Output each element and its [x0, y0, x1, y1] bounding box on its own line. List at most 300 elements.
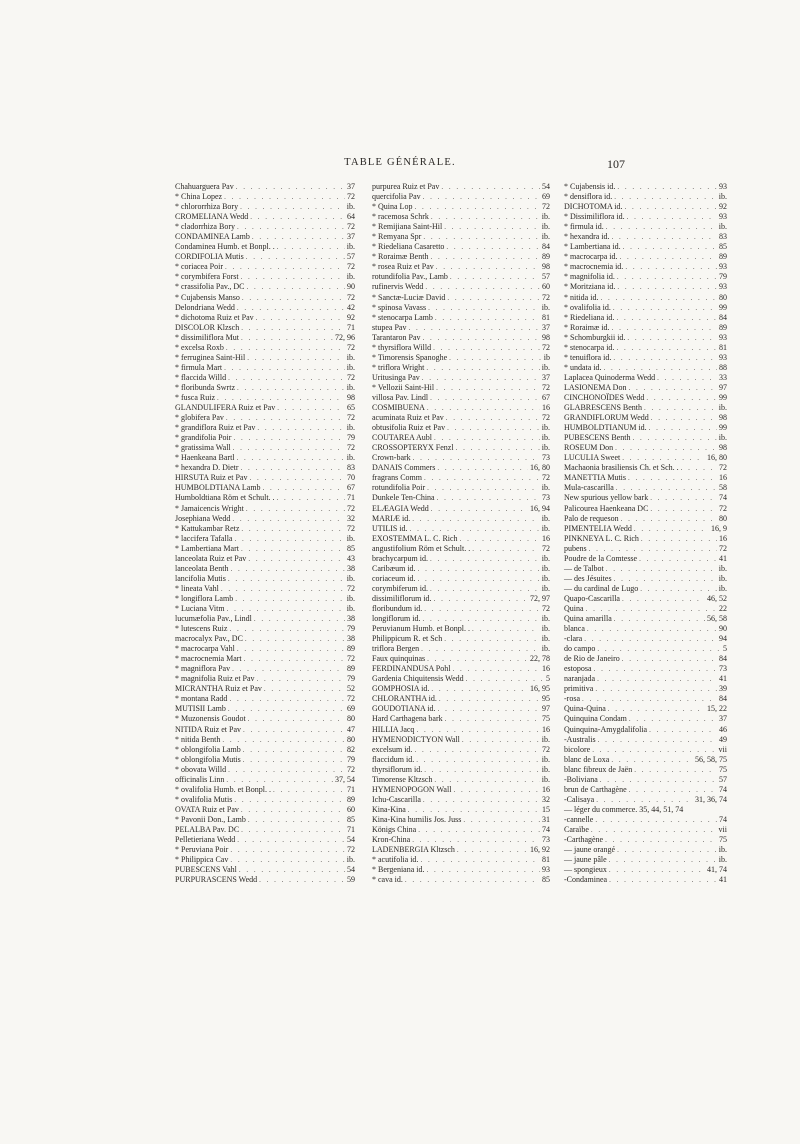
entry-label: * laccifera Tafalla [175, 533, 233, 543]
leader-dots [277, 242, 345, 252]
entry-label: * lineata Vahl [175, 583, 219, 593]
entry-label: Königs China [372, 825, 417, 834]
entry-label: Philippicum R. et Sch [372, 634, 443, 644]
index-entry [175, 865, 355, 875]
entry-label: HIRSUTA Ruiz et Pav [175, 473, 248, 483]
entry-label: primitiva [564, 684, 594, 694]
leader-dots [241, 544, 345, 554]
page-reference: ib. [346, 533, 355, 543]
entry-label: * hexandra D. Dietr [175, 463, 239, 473]
entry-label: Chahuarguera Pav [175, 182, 234, 191]
entry-label: corymbiferum id. [372, 583, 428, 593]
page-reference: 89 [719, 252, 727, 262]
leader-dots [627, 212, 717, 222]
index-entry [372, 192, 550, 202]
index-entry [175, 293, 355, 303]
index-entry [372, 383, 550, 393]
index-entry [372, 323, 550, 333]
entry-label: * magniflora Pav [175, 664, 231, 674]
leader-dots [242, 293, 345, 303]
page-reference: 67 [542, 392, 550, 402]
index-entry [564, 222, 727, 232]
leader-dots [433, 343, 540, 353]
page-reference: 72 [347, 523, 355, 533]
page-reference: 93 [719, 352, 727, 362]
entry-label: Quina amarilla [564, 614, 612, 624]
leader-dots [434, 775, 539, 785]
page-reference: 83 [347, 463, 355, 473]
index-entry [372, 775, 550, 785]
index-entry [175, 875, 355, 885]
leader-dots [241, 323, 345, 333]
page-reference: 79 [347, 624, 355, 634]
entry-label: Humboldtiana Röm et Schult. . [175, 493, 275, 503]
entry-label: * Remyana Spr [372, 232, 422, 242]
leader-dots [424, 604, 540, 614]
entry-label: DICHOTOMA id. [564, 202, 623, 212]
index-entry [564, 363, 727, 373]
index-entry [564, 735, 727, 745]
leader-dots [620, 252, 717, 262]
leader-dots [224, 363, 345, 373]
page-reference: 54 [347, 835, 355, 845]
leader-dots [412, 835, 540, 845]
index-entry [175, 745, 355, 755]
entry-label: — spongieux [564, 865, 607, 875]
leader-dots [227, 604, 345, 614]
entry-label: PUBESCENS Benth [564, 433, 631, 443]
leader-dots [612, 323, 717, 333]
leader-dots [650, 504, 717, 514]
entry-label: * stenocarpa id. [564, 342, 615, 352]
page-reference: 80 [719, 513, 727, 523]
leader-dots [235, 594, 345, 604]
index-entry [372, 463, 550, 473]
index-entry [372, 835, 550, 845]
leader-dots [609, 875, 717, 885]
leader-dots [248, 815, 345, 825]
page-reference: 89 [347, 794, 355, 804]
entry-label: do campo [564, 644, 596, 654]
entry-label: * ferruginea Saint-Hil [175, 352, 246, 362]
entry-label: Kron-China [372, 835, 411, 845]
page-reference: 72 [542, 413, 550, 423]
entry-label: * globifera Pav [175, 413, 224, 423]
entry-label: Peruvianum Humb. et Bonpl. . [372, 624, 470, 634]
leader-dots [628, 473, 717, 483]
entry-label: Caribæum id. [372, 563, 416, 573]
index-entry [372, 684, 550, 694]
leader-dots [591, 825, 717, 835]
page-reference: 22 [719, 603, 727, 613]
index-entry [372, 805, 550, 815]
index-entry [372, 222, 550, 232]
entry-label: * Moritziana id. [564, 282, 616, 292]
page-reference: 72, 96 [335, 332, 355, 342]
entry-label: * Cujabensis id. [564, 182, 616, 191]
leader-dots [252, 232, 345, 242]
index-entry [372, 423, 550, 433]
index-entry [175, 855, 355, 865]
leader-dots [616, 313, 717, 323]
entry-label: EXOSTEMMA L. C. Rich [372, 533, 458, 543]
index-entry [175, 674, 355, 684]
index-entry [372, 313, 550, 323]
page-reference: 38 [347, 563, 355, 573]
index-entry [564, 303, 727, 313]
page-reference: ib. [346, 593, 355, 603]
entry-label: — du cardinal de Lugo [564, 583, 639, 593]
index-entry [564, 443, 727, 453]
page-reference: 37 [542, 372, 550, 382]
entry-label: brachycarpum id. [372, 553, 428, 563]
index-entry [564, 674, 727, 684]
page-reference: 72 [347, 503, 355, 513]
entry-label: LASIONEMA Don [564, 382, 627, 392]
page-reference: 72 [542, 473, 550, 483]
leader-dots [616, 343, 717, 353]
page-reference: ib. [346, 362, 355, 372]
entry-label: Quinquina Condam [564, 714, 627, 724]
entry-label: Crown-bark [372, 453, 411, 463]
leader-dots [233, 443, 345, 453]
page-reference: 99 [719, 392, 727, 402]
leader-dots [632, 433, 716, 443]
page-reference: 74 [542, 825, 550, 834]
page-reference: 80 [347, 734, 355, 744]
index-entry [175, 725, 355, 735]
leader-dots [640, 584, 717, 594]
index-entry [564, 765, 727, 775]
entry-label: Kina-Kina [372, 804, 406, 814]
page-title: TABLE GÉNÉRALE. [344, 157, 456, 168]
page-reference: 75 [719, 764, 727, 774]
page-reference: 82 [347, 744, 355, 754]
index-entry [372, 614, 550, 624]
page-reference: 71 [347, 784, 355, 794]
index-entry [372, 604, 550, 614]
page-reference: 94 [719, 634, 727, 644]
page-reference: 31 [542, 814, 550, 824]
leader-dots [226, 413, 345, 423]
page-reference: 67 [347, 483, 355, 493]
index-entry [175, 544, 355, 554]
page-reference: 72 [719, 463, 727, 473]
page-reference: ib. [718, 845, 727, 855]
entry-label: Quapo-Cascarilla [564, 593, 620, 603]
page-reference: 16, 95 [530, 684, 550, 694]
index-entry [564, 584, 727, 594]
leader-dots [405, 875, 540, 885]
entry-label: * Peruviana Poir [175, 845, 229, 855]
index-entry [175, 242, 355, 252]
index-entry [372, 534, 550, 544]
index-entry [175, 614, 355, 624]
index-entry [175, 785, 355, 795]
page-reference: 65 [347, 403, 355, 413]
entry-label: * thyrsiflora Willd [372, 342, 432, 352]
leader-dots [592, 745, 716, 755]
page-reference: 57 [542, 272, 550, 282]
leader-dots [609, 855, 717, 865]
entry-label: * acutifolia id. [372, 855, 419, 865]
entry-label: purpurea Ruiz et Pav [372, 182, 440, 191]
entry-label: * coriacea Poir [175, 262, 223, 272]
leader-dots [430, 252, 540, 262]
page-reference: 81 [542, 312, 550, 322]
index-entry [564, 453, 727, 463]
index-entry [372, 644, 550, 654]
entry-label: * grandifolia Poir [175, 433, 232, 443]
leader-dots [221, 584, 345, 594]
entry-label: Delondriana Wedd [175, 302, 235, 312]
page-reference: ib. [541, 423, 550, 433]
index-entry [175, 353, 355, 363]
entry-label: * longiflora Lamb [175, 593, 234, 603]
entry-label: PIMENTELIA Wedd [564, 523, 632, 533]
page-reference: 32 [347, 513, 355, 523]
page-reference: 31, 36, 74 [695, 794, 727, 804]
index-entry [175, 704, 355, 714]
leader-dots [627, 333, 717, 343]
entry-label: * crassifolia Pav., DC [175, 282, 245, 292]
leader-dots [263, 483, 345, 493]
page-reference: ib. [541, 212, 550, 222]
entry-label: * macrocarpa Vahl [175, 644, 235, 654]
page-reference: 72 [542, 543, 550, 553]
entry-label: * Roraimæ id. [564, 322, 610, 332]
leader-dots [584, 634, 717, 644]
page-reference: ib. [541, 443, 550, 453]
entry-label: pubens [564, 543, 587, 553]
entry-label: GLANDULIFERA Ruiz et Pav [175, 403, 276, 413]
index-entry [175, 272, 355, 282]
entry-label: CORDIFOLIA Mutis [175, 252, 244, 262]
leader-dots [241, 805, 345, 815]
entry-label: PELALBA Pav. DC [175, 825, 240, 834]
page-reference: ib. [718, 433, 727, 443]
leader-dots [605, 835, 717, 845]
page-reference: 33 [719, 372, 727, 382]
leader-dots [418, 825, 540, 835]
page-reference: 89 [347, 644, 355, 654]
leader-dots [441, 182, 540, 192]
leader-dots [447, 293, 540, 303]
leader-dots [232, 664, 345, 674]
index-entry [175, 483, 355, 493]
index-entry [564, 725, 727, 735]
index-entry [564, 745, 727, 755]
index-entry [372, 433, 550, 443]
entry-label: * Quina Lop [372, 202, 413, 212]
index-entry [372, 554, 550, 564]
page-reference: 72 [347, 764, 355, 774]
leader-dots [423, 333, 540, 343]
leader-dots [273, 785, 345, 795]
index-entry [564, 504, 727, 514]
index-entry [372, 413, 550, 423]
page-reference: ib. [541, 774, 550, 784]
index-entry [372, 232, 550, 242]
index-entry [564, 624, 727, 634]
entry-label: — jaune orangé [564, 845, 616, 855]
page-reference: 85 [719, 242, 727, 252]
leader-dots [425, 282, 540, 292]
leader-dots [237, 644, 345, 654]
entry-label: officinalis Linn [175, 774, 225, 784]
entry-label: Poudre de la Comtesse [564, 553, 638, 563]
leader-dots [612, 232, 717, 242]
index-entry [564, 805, 727, 815]
entry-label: * excelsa Roxb [175, 342, 224, 352]
page-reference: 75 [542, 714, 550, 724]
leader-dots [254, 614, 345, 624]
page-reference: 72 [347, 694, 355, 704]
index-entry [564, 845, 727, 855]
page-reference: 88 [719, 362, 727, 372]
index-entry [175, 282, 355, 292]
page-reference: 98 [542, 332, 550, 342]
index-entry [564, 684, 727, 694]
index-entry [372, 262, 550, 272]
entry-label: lancifolia Mutis [175, 573, 226, 583]
entry-label: * Bergeniana id. [372, 865, 425, 875]
index-column-3 [564, 182, 727, 885]
entry-label: * racemosa Schrk [372, 212, 429, 222]
entry-label: CINCHONOÏDES Wedd [564, 392, 645, 402]
leader-dots [408, 323, 540, 333]
index-entry [175, 534, 355, 544]
page-reference: 72 [542, 202, 550, 212]
leader-dots [229, 624, 345, 634]
entry-label: * gratissima Wall [175, 443, 231, 453]
entry-label: Gardenia Chiquitensis Wedd [372, 674, 464, 684]
entry-label: angustifolium Röm et Schult. . [372, 543, 471, 553]
entry-label: * stenocarpa Lamb [372, 312, 433, 322]
index-entry [564, 252, 727, 262]
index-entry [175, 735, 355, 745]
leader-dots [427, 483, 540, 493]
index-entry [372, 765, 550, 775]
index-entry [372, 714, 550, 724]
page-reference: vii [718, 744, 727, 754]
entry-label: * Kattukambar Retz [175, 523, 240, 533]
entry-label: * Schomburgkii id. [564, 332, 626, 342]
index-entry [372, 855, 550, 865]
leader-dots [617, 182, 717, 192]
leader-dots [445, 714, 540, 724]
entry-label: * Dissimiliflora id. [564, 212, 625, 222]
entry-label: lanceolata Ruiz et Pav [175, 553, 247, 563]
leader-dots [596, 795, 693, 805]
page-reference: 98 [719, 443, 727, 453]
page-reference: 16 [542, 533, 550, 543]
page-reference: ib. [541, 302, 550, 312]
leader-dots [226, 343, 345, 353]
leader-dots [224, 192, 345, 202]
index-entry [564, 664, 727, 674]
leader-dots [257, 423, 344, 433]
leader-dots [236, 182, 345, 192]
index-entry [564, 393, 727, 403]
index-entry [372, 564, 550, 574]
page-reference: ib. [541, 563, 550, 573]
page-reference: 46, 52 [707, 593, 727, 603]
entry-label: longiflorum id. [372, 614, 421, 624]
page-reference: 73 [719, 664, 727, 674]
entry-label: * firmula id. [564, 222, 604, 232]
leader-dots [438, 704, 540, 714]
entry-label: * Timorensis Spanoghe [372, 352, 448, 362]
page-reference: 93 [719, 282, 727, 292]
leader-dots [430, 393, 540, 403]
leader-dots [439, 694, 540, 704]
index-entry [175, 684, 355, 694]
leader-dots [611, 755, 693, 765]
page-reference: 58 [719, 483, 727, 493]
entry-label: PURPURASCENS Wedd [175, 875, 258, 885]
leader-dots [621, 514, 717, 524]
leader-dots [237, 383, 345, 393]
entry-label: Condaminea Humb. et Bonpl. . [175, 242, 275, 252]
index-entry [372, 785, 550, 795]
page-reference: 72 [719, 543, 727, 553]
page-reference: 16 [719, 533, 727, 543]
index-entry [372, 514, 550, 524]
page-reference: 72 [542, 342, 550, 352]
page-reference: 47 [347, 724, 355, 734]
leader-dots [243, 745, 345, 755]
leader-dots [450, 272, 540, 282]
entry-label: macrocalyx Pav., DC [175, 634, 243, 644]
index-entry [372, 624, 550, 634]
page-reference: 52 [347, 684, 355, 694]
entry-label: * Philippica Cav [175, 855, 229, 865]
index-entry [372, 634, 550, 644]
page-reference: 90 [347, 282, 355, 292]
leader-dots [408, 805, 540, 815]
leader-dots [430, 584, 540, 594]
entry-label: estoposa [564, 664, 592, 674]
entry-label: blanc fibreux de Jaën [564, 764, 633, 774]
leader-dots [597, 644, 721, 654]
entry-label: * undata id. [564, 362, 602, 372]
index-entry [372, 483, 550, 493]
leader-dots [629, 714, 717, 724]
page-reference: 72 [347, 192, 355, 202]
leader-dots [237, 303, 345, 313]
index-entry [372, 865, 550, 875]
page-reference: 70 [347, 473, 355, 483]
page-reference: 41 [719, 875, 727, 885]
page-reference: 71 [347, 493, 355, 503]
index-entry [175, 463, 355, 473]
leader-dots [423, 232, 539, 242]
index-entry [175, 604, 355, 614]
page-reference: ib. [346, 242, 355, 252]
leader-dots [613, 303, 717, 313]
index-entry [175, 524, 355, 534]
page-reference: 97 [542, 704, 550, 714]
leader-dots [622, 654, 717, 664]
leader-dots [249, 473, 345, 483]
entry-label: obtusifolia Ruiz et Pav [372, 423, 446, 433]
leader-dots [606, 564, 717, 574]
entry-label: * Vellozii Saint-Hil [372, 382, 435, 392]
leader-dots [256, 313, 345, 323]
page-reference: 79 [347, 754, 355, 764]
index-entry [175, 504, 355, 514]
